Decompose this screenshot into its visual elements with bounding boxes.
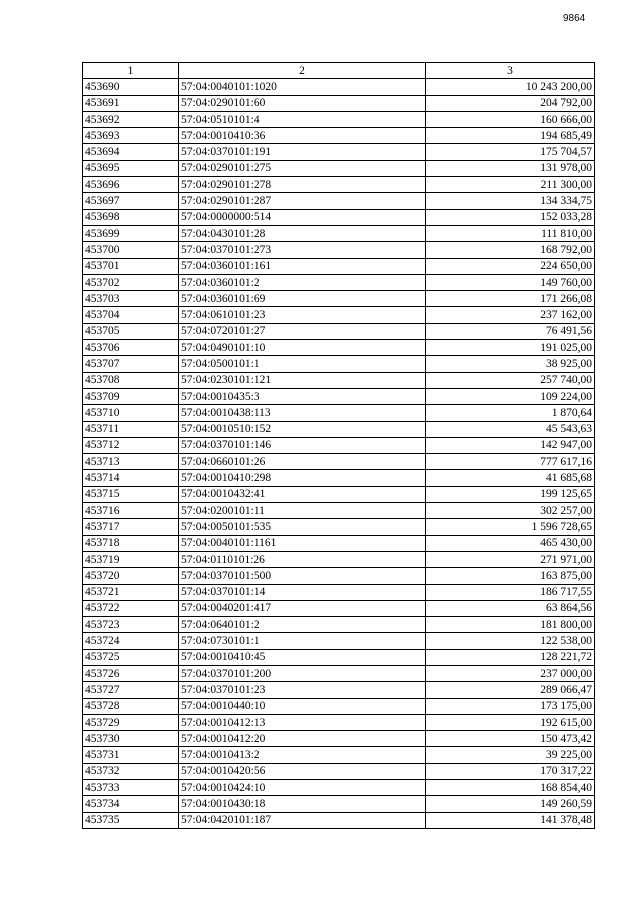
- table-row: [83, 665, 595, 681]
- row-number-cell: 453722: [83, 600, 179, 616]
- cadastral-number-cell: 57:04:0360101:161: [179, 258, 426, 274]
- value-cell: 192 615,00: [426, 714, 595, 730]
- value-cell: 142 947,00: [426, 437, 595, 453]
- table-row: [83, 225, 595, 241]
- row-number-cell: 453723: [83, 617, 179, 633]
- table-row: [83, 242, 595, 258]
- cadastral-number-cell: 57:04:0730101:1: [179, 633, 426, 649]
- value-cell: 271 971,00: [426, 551, 595, 567]
- row-number-cell: 453710: [83, 405, 179, 421]
- table-row: [83, 519, 595, 535]
- cadastral-number-cell: 57:04:0430101:28: [179, 225, 426, 241]
- cadastral-number-cell: 57:04:0000000:514: [179, 209, 426, 225]
- row-number-cell: 453715: [83, 486, 179, 502]
- row-number-cell: 453727: [83, 682, 179, 698]
- row-number-cell: 453701: [83, 258, 179, 274]
- table-row: [83, 177, 595, 193]
- cadastral-number-cell: 57:04:0010510:152: [179, 421, 426, 437]
- cadastral-number-cell: 57:04:0720101:27: [179, 323, 426, 339]
- table-row: [83, 258, 595, 274]
- row-number-cell: 453733: [83, 780, 179, 796]
- row-number-cell: 453695: [83, 160, 179, 176]
- cadastral-number-cell: 57:04:0010430:18: [179, 796, 426, 812]
- cadastral-number-cell: 57:04:0290101:278: [179, 177, 426, 193]
- table-row: [83, 405, 595, 421]
- value-cell: 191 025,00: [426, 340, 595, 356]
- value-cell: 149 260,59: [426, 796, 595, 812]
- row-number-cell: 453734: [83, 796, 179, 812]
- value-cell: 45 543,63: [426, 421, 595, 437]
- table-row: [83, 600, 595, 616]
- table-body: [83, 79, 595, 829]
- cadastral-number-cell: 57:04:0370101:14: [179, 584, 426, 600]
- row-number-cell: 453706: [83, 340, 179, 356]
- row-number-cell: 453716: [83, 503, 179, 519]
- value-cell: 150 473,42: [426, 731, 595, 747]
- row-number-cell: 453718: [83, 535, 179, 551]
- table-row: [83, 780, 595, 796]
- value-cell: 175 704,57: [426, 144, 595, 160]
- cadastral-number-cell: 57:04:0040101:1161: [179, 535, 426, 551]
- value-cell: 76 491,56: [426, 323, 595, 339]
- row-number-cell: 453729: [83, 714, 179, 730]
- table-row: [83, 421, 595, 437]
- table-row: [83, 144, 595, 160]
- row-number-cell: 453696: [83, 177, 179, 193]
- cadastral-number-cell: 57:04:0290101:60: [179, 95, 426, 111]
- table-row: [83, 160, 595, 176]
- cadastral-number-cell: 57:04:0040101:1020: [179, 79, 426, 95]
- table-row: [83, 307, 595, 323]
- value-cell: 224 650,00: [426, 258, 595, 274]
- row-number-cell: 453732: [83, 763, 179, 779]
- cadastral-number-cell: 57:04:0510101:4: [179, 111, 426, 127]
- value-cell: 302 257,00: [426, 503, 595, 519]
- cadastral-number-cell: 57:04:0010410:45: [179, 649, 426, 665]
- cadastral-number-cell: 57:04:0610101:23: [179, 307, 426, 323]
- cadastral-number-cell: 57:04:0290101:287: [179, 193, 426, 209]
- row-number-cell: 453731: [83, 747, 179, 763]
- table-row: [83, 503, 595, 519]
- table-row: [83, 323, 595, 339]
- value-cell: 128 221,72: [426, 649, 595, 665]
- cadastral-number-cell: 57:04:0010424:10: [179, 780, 426, 796]
- value-cell: 465 430,00: [426, 535, 595, 551]
- table-row: [83, 128, 595, 144]
- row-number-cell: 453699: [83, 225, 179, 241]
- cadastral-number-cell: 57:04:0010432:41: [179, 486, 426, 502]
- value-cell: 777 617,16: [426, 454, 595, 470]
- table-row: [83, 291, 595, 307]
- value-cell: 163 875,00: [426, 568, 595, 584]
- row-number-cell: 453735: [83, 812, 179, 828]
- table-row: [83, 584, 595, 600]
- row-number-cell: 453719: [83, 551, 179, 567]
- value-cell: 38 925,00: [426, 356, 595, 372]
- value-cell: 10 243 200,00: [426, 79, 595, 95]
- row-number-cell: 453720: [83, 568, 179, 584]
- row-number-cell: 453690: [83, 79, 179, 95]
- table-row: [83, 437, 595, 453]
- table-row: [83, 340, 595, 356]
- value-cell: 168 792,00: [426, 242, 595, 258]
- row-number-cell: 453703: [83, 291, 179, 307]
- cadastral-number-cell: 57:04:0010412:13: [179, 714, 426, 730]
- row-number-cell: 453697: [83, 193, 179, 209]
- value-cell: 1 596 728,65: [426, 519, 595, 535]
- table-row: [83, 763, 595, 779]
- row-number-cell: 453692: [83, 111, 179, 127]
- value-cell: 257 740,00: [426, 372, 595, 388]
- table-row: [83, 372, 595, 388]
- cadastral-number-cell: 57:04:0010410:36: [179, 128, 426, 144]
- table-row: [83, 731, 595, 747]
- table-row: [83, 388, 595, 404]
- row-number-cell: 453700: [83, 242, 179, 258]
- value-cell: 289 066,47: [426, 682, 595, 698]
- table-row: [83, 633, 595, 649]
- value-cell: 181 800,00: [426, 617, 595, 633]
- value-cell: 211 300,00: [426, 177, 595, 193]
- header-row: [83, 63, 595, 79]
- cadastral-number-cell: 57:04:0010435:3: [179, 388, 426, 404]
- row-number-cell: 453714: [83, 470, 179, 486]
- table-row: [83, 714, 595, 730]
- value-cell: 1 870,64: [426, 405, 595, 421]
- row-number-cell: 453730: [83, 731, 179, 747]
- value-cell: 141 378,48: [426, 812, 595, 828]
- value-cell: 237 162,00: [426, 307, 595, 323]
- row-number-cell: 453724: [83, 633, 179, 649]
- table-row: [83, 274, 595, 290]
- value-cell: 41 685,68: [426, 470, 595, 486]
- table-row: [83, 682, 595, 698]
- value-cell: 194 685,49: [426, 128, 595, 144]
- table-row: [83, 111, 595, 127]
- table-row: [83, 649, 595, 665]
- table-row: [83, 454, 595, 470]
- row-number-cell: 453704: [83, 307, 179, 323]
- value-cell: 170 317,22: [426, 763, 595, 779]
- table-row: [83, 551, 595, 567]
- value-cell: 152 033,28: [426, 209, 595, 225]
- row-number-cell: 453705: [83, 323, 179, 339]
- row-number-cell: 453711: [83, 421, 179, 437]
- cadastral-number-cell: 57:04:0010410:298: [179, 470, 426, 486]
- table-row: [83, 812, 595, 828]
- cadastral-number-cell: 57:04:0010420:56: [179, 763, 426, 779]
- cadastral-number-cell: 57:04:0420101:187: [179, 812, 426, 828]
- row-number-cell: 453709: [83, 388, 179, 404]
- cadastral-number-cell: 57:04:0370101:500: [179, 568, 426, 584]
- row-number-cell: 453708: [83, 372, 179, 388]
- value-cell: 173 175,00: [426, 698, 595, 714]
- cadastral-number-cell: 57:04:0500101:1: [179, 356, 426, 372]
- value-cell: 160 666,00: [426, 111, 595, 127]
- table-row: [83, 193, 595, 209]
- page-number: 9864: [563, 13, 586, 24]
- value-cell: 109 224,00: [426, 388, 595, 404]
- value-cell: 111 810,00: [426, 225, 595, 241]
- cadastral-number-cell: 57:04:0040201:417: [179, 600, 426, 616]
- cadastral-number-cell: 57:04:0370101:200: [179, 665, 426, 681]
- value-cell: 199 125,65: [426, 486, 595, 502]
- table-row: [83, 209, 595, 225]
- table-row: [83, 747, 595, 763]
- value-cell: 134 334,75: [426, 193, 595, 209]
- column-header-1: 1: [83, 63, 179, 79]
- cadastral-number-cell: 57:04:0010413:2: [179, 747, 426, 763]
- table-row: [83, 698, 595, 714]
- cadastral-number-cell: 57:04:0370101:191: [179, 144, 426, 160]
- column-header-3: 3: [426, 63, 595, 79]
- cadastral-number-cell: 57:04:0200101:11: [179, 503, 426, 519]
- cadastral-number-cell: 57:04:0370101:146: [179, 437, 426, 453]
- value-cell: 149 760,00: [426, 274, 595, 290]
- cadastral-number-cell: 57:04:0010412:20: [179, 731, 426, 747]
- row-number-cell: 453707: [83, 356, 179, 372]
- cadastral-number-cell: 57:04:0050101:535: [179, 519, 426, 535]
- cadastral-number-cell: 57:04:0010438:113: [179, 405, 426, 421]
- cadastral-number-cell: 57:04:0010440:10: [179, 698, 426, 714]
- value-cell: 122 538,00: [426, 633, 595, 649]
- value-cell: 63 864,56: [426, 600, 595, 616]
- table-row: [83, 535, 595, 551]
- row-number-cell: 453726: [83, 665, 179, 681]
- table-row: [83, 79, 595, 95]
- data-table: [82, 62, 595, 829]
- cadastral-number-cell: 57:04:0370101:23: [179, 682, 426, 698]
- row-number-cell: 453717: [83, 519, 179, 535]
- value-cell: 171 266,08: [426, 291, 595, 307]
- value-cell: 39 225,00: [426, 747, 595, 763]
- row-number-cell: 453712: [83, 437, 179, 453]
- table-row: [83, 486, 595, 502]
- cadastral-number-cell: 57:04:0360101:2: [179, 274, 426, 290]
- cadastral-number-cell: 57:04:0290101:275: [179, 160, 426, 176]
- table-row: [83, 470, 595, 486]
- row-number-cell: 453698: [83, 209, 179, 225]
- cadastral-number-cell: 57:04:0230101:121: [179, 372, 426, 388]
- table-row: [83, 356, 595, 372]
- cadastral-number-cell: 57:04:0660101:26: [179, 454, 426, 470]
- row-number-cell: 453691: [83, 95, 179, 111]
- column-header-2: 2: [179, 63, 426, 79]
- row-number-cell: 453725: [83, 649, 179, 665]
- row-number-cell: 453702: [83, 274, 179, 290]
- cadastral-number-cell: 57:04:0110101:26: [179, 551, 426, 567]
- row-number-cell: 453721: [83, 584, 179, 600]
- cadastral-number-cell: 57:04:0370101:273: [179, 242, 426, 258]
- cadastral-number-cell: 57:04:0360101:69: [179, 291, 426, 307]
- table-row: [83, 95, 595, 111]
- value-cell: 186 717,55: [426, 584, 595, 600]
- row-number-cell: 453693: [83, 128, 179, 144]
- value-cell: 204 792,00: [426, 95, 595, 111]
- row-number-cell: 453713: [83, 454, 179, 470]
- cadastral-number-cell: 57:04:0640101:2: [179, 617, 426, 633]
- table-row: [83, 568, 595, 584]
- table-row: [83, 617, 595, 633]
- value-cell: 237 000,00: [426, 665, 595, 681]
- row-number-cell: 453728: [83, 698, 179, 714]
- value-cell: 131 978,00: [426, 160, 595, 176]
- cadastral-number-cell: 57:04:0490101:10: [179, 340, 426, 356]
- row-number-cell: 453694: [83, 144, 179, 160]
- table-row: [83, 796, 595, 812]
- value-cell: 168 854,40: [426, 780, 595, 796]
